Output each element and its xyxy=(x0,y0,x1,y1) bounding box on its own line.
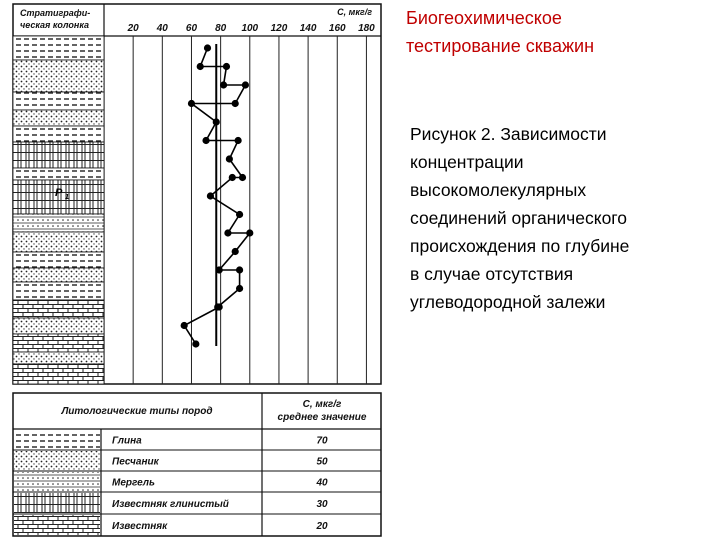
chart-gridlines xyxy=(133,36,366,384)
strata-band-marl xyxy=(13,214,104,232)
data-point xyxy=(216,266,223,273)
strata-band-clay-lime xyxy=(13,142,104,168)
data-point xyxy=(181,322,188,329)
strata-band-clay xyxy=(13,252,104,268)
strata-band-sand xyxy=(13,110,104,126)
x-tick-label: 20 xyxy=(127,23,139,34)
caption-line: происхождения по глубине xyxy=(410,236,630,256)
caption-line: Рисунок 2. Зависимости xyxy=(410,124,607,144)
data-point xyxy=(236,285,243,292)
data-point xyxy=(246,229,253,236)
slide-title-line: Биогеохимическое xyxy=(406,8,562,28)
strata-label-main: P xyxy=(55,187,62,199)
legend-rock-name: Песчаник xyxy=(112,456,159,468)
legend-swatch xyxy=(14,430,100,449)
strata-label-sub: 1 xyxy=(65,194,69,201)
data-point xyxy=(192,340,199,347)
legend-value: 50 xyxy=(316,456,328,468)
x-axis-ticks xyxy=(127,23,376,34)
data-point xyxy=(224,229,231,236)
legend-swatch xyxy=(14,472,100,491)
legend-value: 20 xyxy=(316,521,328,532)
x-tick-label: 140 xyxy=(299,23,317,34)
column-header-line-2: ческая колонка xyxy=(20,20,89,30)
data-point xyxy=(220,81,227,88)
x-tick-label: 100 xyxy=(241,23,259,34)
x-tick-label: 60 xyxy=(185,23,198,34)
caption-line: высокомолекулярных xyxy=(410,180,587,200)
legend-rock-name: Известняк глинистый xyxy=(112,499,229,510)
legend-swatch xyxy=(14,493,100,513)
legend-value: 30 xyxy=(316,499,328,510)
data-point xyxy=(207,192,214,199)
legend-rock-name: Известняк xyxy=(112,521,168,532)
x-tick-label: 40 xyxy=(156,23,168,34)
caption-line: углеводородной залежи xyxy=(410,292,606,312)
data-point xyxy=(232,100,239,107)
legend-rock-name: Глина xyxy=(112,435,142,447)
data-point xyxy=(236,266,243,273)
slide-title-line: тестирование скважин xyxy=(406,36,595,56)
caption-line: в случае отсутствия xyxy=(410,264,574,284)
strata-band-sand xyxy=(13,318,104,334)
strata-band-clay xyxy=(13,92,104,110)
data-point xyxy=(239,174,246,181)
legend-swatch xyxy=(14,515,100,535)
column-header-line-1: Стратиграфи- xyxy=(20,8,91,18)
data-point xyxy=(232,248,239,255)
data-point xyxy=(229,174,236,181)
legend-value: 70 xyxy=(316,435,328,447)
data-point xyxy=(197,63,204,70)
data-point xyxy=(223,63,230,70)
caption-line: концентрации xyxy=(410,152,524,172)
legend-header-average: среднее значение xyxy=(277,412,367,423)
strata-band-sand xyxy=(13,232,104,252)
x-tick-label: 80 xyxy=(215,23,227,34)
strata-band-sand xyxy=(13,352,104,364)
strata-band-clay xyxy=(13,36,104,60)
data-point xyxy=(202,137,209,144)
strata-band-lime xyxy=(13,334,104,352)
legend-header-concentration: С, мкг/г xyxy=(302,399,342,410)
legend-swatch xyxy=(14,451,100,470)
data-point xyxy=(216,303,223,310)
strata-band-clay xyxy=(13,168,104,180)
stratigraphic-column xyxy=(13,36,104,384)
strata-band-clay xyxy=(13,282,104,300)
legend-value: 40 xyxy=(316,477,328,489)
data-point xyxy=(242,81,249,88)
data-point xyxy=(226,155,233,162)
data-point xyxy=(213,118,220,125)
x-tick-label: 180 xyxy=(358,23,375,34)
x-tick-label: 160 xyxy=(328,23,346,34)
x-axis-unit: С, мкг/г xyxy=(337,7,372,17)
strata-band-clay xyxy=(13,126,104,142)
data-point xyxy=(236,211,243,218)
data-point xyxy=(204,44,211,51)
legend-header-lithology: Литологические типы пород xyxy=(61,406,213,417)
strata-band-sand xyxy=(13,268,104,282)
legend-rock-name: Мергель xyxy=(112,477,155,489)
data-point xyxy=(235,137,242,144)
x-tick-label: 120 xyxy=(270,23,288,34)
strata-band-lime xyxy=(13,300,104,318)
strata-band-lime xyxy=(13,364,104,384)
strata-band-sand xyxy=(13,60,104,92)
data-point xyxy=(188,100,195,107)
caption-line: соединений органического xyxy=(410,208,628,228)
legend-rows xyxy=(14,430,328,535)
